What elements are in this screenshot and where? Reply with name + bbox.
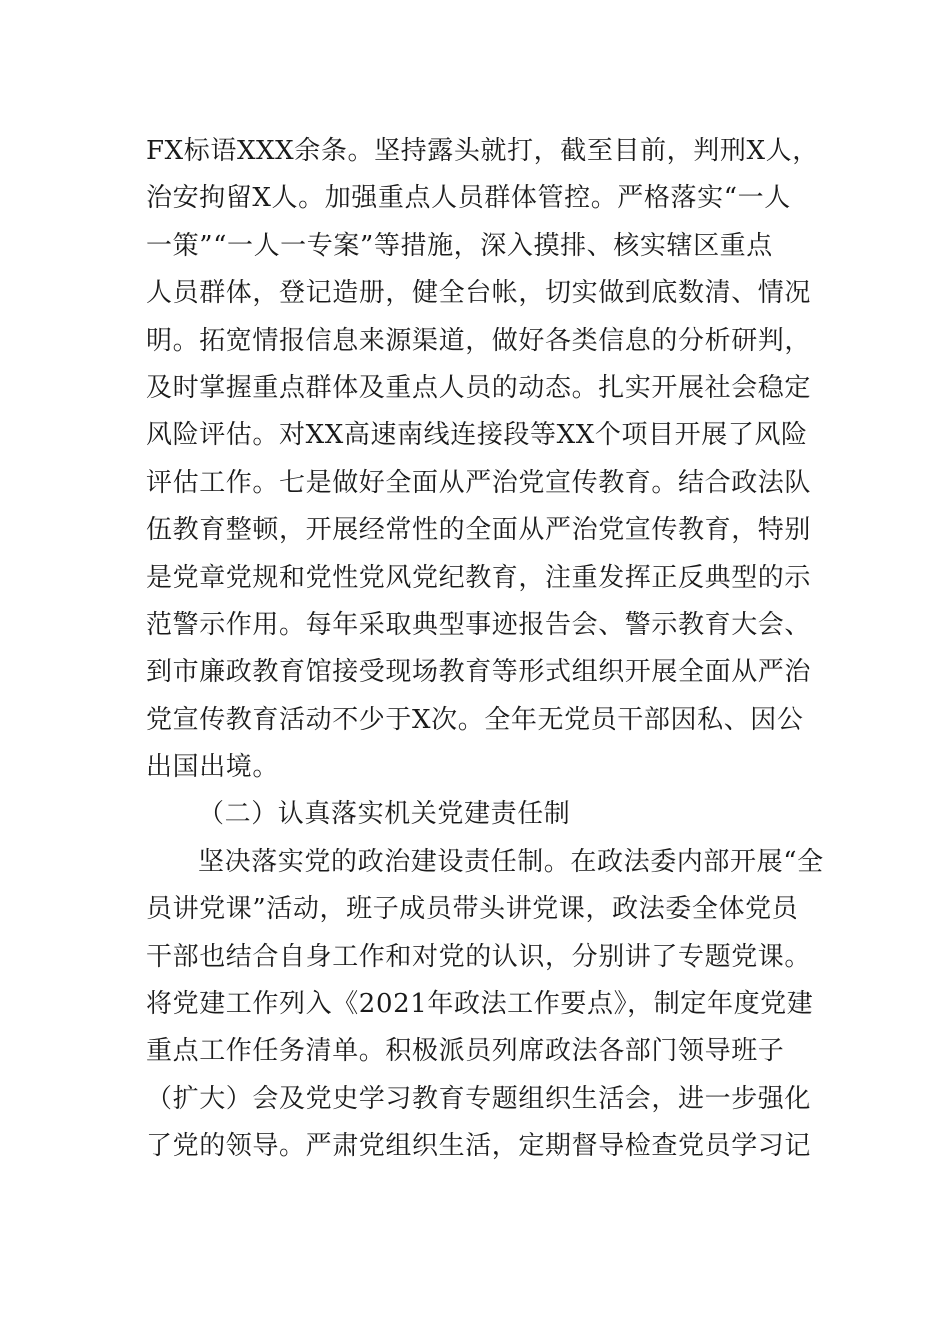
text-line: 一策”“一人一专案”等措施，深入摸排、核实辖区重点 xyxy=(146,230,773,261)
text-line: 评估工作。七是做好全面从严治党宣传教育。结合政法队 xyxy=(146,467,812,498)
text-line: 到市廉政教育馆接受现场教育等形式组织开展全面从严治 xyxy=(146,657,812,688)
text-line: 伍教育整顿，开展经常性的全面从严治党宣传教育，特别 xyxy=(146,515,812,546)
text-line: 治安拘留X人。加强重点人员群体管控。严格落实“一人 xyxy=(146,183,791,214)
section-heading: （二）认真落实机关党建责任制 xyxy=(198,799,571,830)
text-line: 干部也结合自身工作和对党的认识，分别讲了专题党课。 xyxy=(146,941,812,972)
text-line: 了党的领导。严肃党组织生活，定期督导检查党员学习记 xyxy=(146,1131,812,1162)
paragraph-first-line: 坚决落实党的政治建设责任制。在政法委内部开展“全 xyxy=(198,846,824,877)
text-line: FX标语XXX余条。坚持露头就打，截至目前，判刑X人， xyxy=(146,136,819,166)
text-line: 风险评估。对XX高速南线连接段等XX个项目开展了风险 xyxy=(146,420,808,451)
text-line: 员讲党课”活动，班子成员带头讲党课，政法委全体党员 xyxy=(146,894,799,925)
text-line: 人员群体，登记造册，健全台帐，切实做到底数清、情况 xyxy=(146,278,812,309)
body-text xyxy=(146,128,824,1171)
text-line: 范警示作用。每年采取典型事迹报告会、警示教育大会、 xyxy=(146,609,812,640)
text-line: 及时掌握重点群体及重点人员的动态。扎实开展社会稳定 xyxy=(146,372,812,403)
text-line: 是党章党规和党性党风党纪教育，注重发挥正反典型的示 xyxy=(146,562,812,593)
text-line: 出国出境。 xyxy=(146,752,280,783)
text-line: 党宣传教育活动不少于X次。全年无党员干部因私、因公 xyxy=(146,704,804,735)
text-line: 将党建工作列入《2021年政法工作要点》，制定年度党建 xyxy=(146,989,814,1020)
text-line: 重点工作任务清单。积极派员列席政法各部门领导班子 xyxy=(146,1036,785,1067)
text-line: （扩大）会及党史学习教育专题组织生活会，进一步强化 xyxy=(146,1083,812,1114)
text-line: 明。拓宽情报信息来源渠道，做好各类信息的分析研判， xyxy=(146,325,812,356)
